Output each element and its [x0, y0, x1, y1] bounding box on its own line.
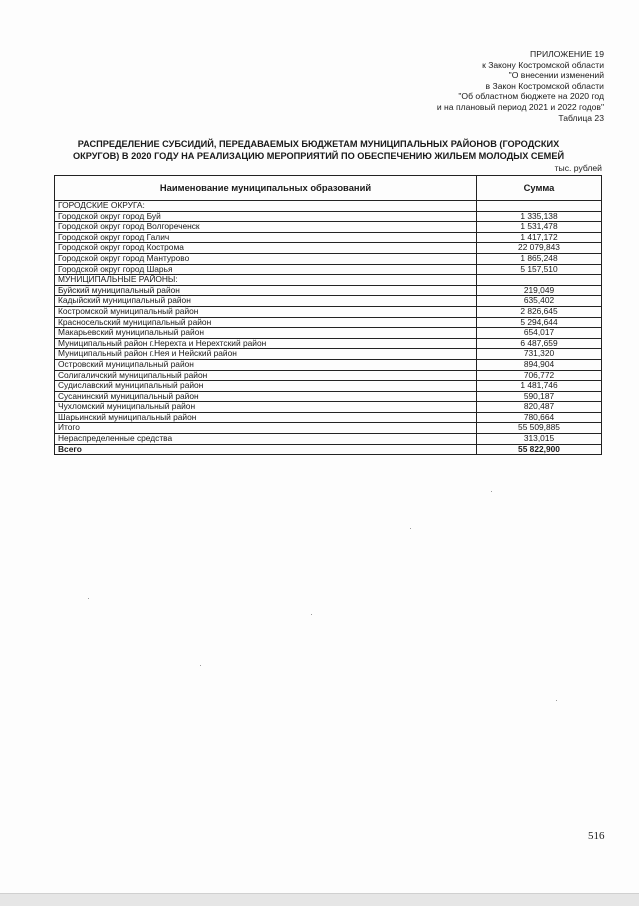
column-header-name: Наименование муниципальных образований: [55, 176, 477, 201]
row-name-cell: Нераспределенные средства: [55, 434, 477, 445]
appendix-header: [344, 49, 604, 123]
row-sum-cell: 894,904: [477, 359, 602, 370]
row-sum-cell: 2 826,645: [477, 306, 602, 317]
row-name-cell: МУНИЦИПАЛЬНЫЕ РАЙОНЫ:: [55, 275, 477, 286]
table-row: [55, 285, 602, 296]
table-row: [55, 338, 602, 349]
table-row: [55, 296, 602, 307]
row-name-cell: Муниципальный район г.Нея и Нейский район: [55, 349, 477, 360]
table-row: [55, 359, 602, 370]
scan-speck: [311, 614, 312, 615]
table-row: [55, 253, 602, 264]
row-name-cell: Буйский муниципальный район: [55, 285, 477, 296]
appendix-header-line: ПРИЛОЖЕНИЕ 19: [530, 49, 604, 59]
row-name-cell: Городской округ город Мантурово: [55, 253, 477, 264]
row-name-cell: Городской округ город Буй: [55, 211, 477, 222]
scan-speck: [410, 528, 411, 529]
table-row: [55, 370, 602, 381]
appendix-header-line: "О внесении изменений: [508, 70, 604, 81]
table-row: [55, 412, 602, 423]
subsidy-table: [54, 175, 602, 455]
appendix-header-line: "Об областном бюджете на 2020 год: [458, 91, 604, 102]
row-name-cell: Красносельский муниципальный район: [55, 317, 477, 328]
row-sum-cell: 654,017: [477, 328, 602, 339]
appendix-header-line: к Закону Костромской области: [482, 59, 604, 70]
row-sum-cell: [477, 275, 602, 286]
units-label: тыс. рублей: [554, 163, 602, 173]
row-name-cell: Итого: [55, 423, 477, 434]
row-sum-cell: 313,015: [477, 434, 602, 445]
row-name-cell: Городской округ город Кострома: [55, 243, 477, 254]
table-row: [55, 317, 602, 328]
row-sum-cell: 706,772: [477, 370, 602, 381]
appendix-header-line: и на плановый период 2021 и 2022 годов": [436, 101, 604, 112]
document-title-line: ОКРУГОВ) В 2020 ГОДУ НА РЕАЛИЗАЦИЮ МЕРОПРИЯТИЙ ПО ОБЕСПЕЧЕНИЮ ЖИЛЬЕМ МОЛОДЫХ СЕМЕЙ: [72, 150, 565, 161]
row-sum-cell: 590,187: [477, 391, 602, 402]
row-sum-cell: 1 865,248: [477, 253, 602, 264]
row-sum-cell: 6 487,659: [477, 338, 602, 349]
row-sum-cell: 55 509,885: [477, 423, 602, 434]
table-header-row: [55, 176, 602, 201]
row-sum-cell: 5 294,644: [477, 317, 602, 328]
page-number: 516: [588, 830, 605, 842]
table-row: [55, 306, 602, 317]
row-name-cell: Городской округ город Галич: [55, 232, 477, 243]
document-title-line: РАСПРЕДЕЛЕНИЕ СУБСИДИЙ, ПЕРЕДАВАЕМЫХ БЮДЖЕТАМ МУНИЦИПАЛЬНЫХ РАЙОНОВ (ГОРОДСКИХ: [77, 139, 560, 149]
table-body: [55, 201, 602, 455]
row-sum-cell: 5 157,510: [477, 264, 602, 275]
table-row: [55, 381, 602, 392]
row-sum-cell: 780,664: [477, 412, 602, 423]
row-name-cell: Костромской муниципальный район: [55, 306, 477, 317]
column-header-sum: Сумма: [477, 176, 602, 201]
scan-edge-strip: [0, 893, 639, 906]
row-name-cell: Судиславский муниципальный район: [55, 381, 477, 392]
row-sum-cell: 1 417,172: [477, 232, 602, 243]
table-row: [55, 434, 602, 445]
row-name-cell: Островский муниципальный район: [55, 359, 477, 370]
scan-speck: [491, 491, 492, 492]
row-name-cell: Городской округ город Волгореченск: [55, 222, 477, 233]
row-sum-cell: 635,402: [477, 296, 602, 307]
row-name-cell: ГОРОДСКИЕ ОКРУГА:: [55, 201, 477, 212]
table-row: [55, 211, 602, 222]
document-title: [42, 139, 595, 162]
row-sum-cell: 731,320: [477, 349, 602, 360]
table-row: [55, 201, 602, 212]
table-number: Таблица 23: [558, 112, 604, 123]
row-sum-cell: 1 531,478: [477, 222, 602, 233]
row-sum-cell: 55 822,900: [477, 444, 602, 455]
row-sum-cell: 22 079,843: [477, 243, 602, 254]
table-row: [55, 402, 602, 413]
scan-speck: [88, 598, 89, 599]
table-row: [55, 349, 602, 360]
table-row: [55, 222, 602, 233]
row-sum-cell: 219,049: [477, 285, 602, 296]
table-row: [55, 275, 602, 286]
row-name-cell: Кадыйский муниципальный район: [55, 296, 477, 307]
scan-speck: [200, 665, 201, 666]
row-name-cell: Макарьевский муниципальный район: [55, 328, 477, 339]
table-row: [55, 243, 602, 254]
row-sum-cell: 1 481,746: [477, 381, 602, 392]
appendix-header-line: в Закон Костромской области: [485, 80, 604, 91]
table-row: [55, 444, 602, 455]
row-name-cell: Всего: [55, 444, 477, 455]
row-sum-cell: [477, 201, 602, 212]
table-row: [55, 423, 602, 434]
table-row: [55, 391, 602, 402]
row-name-cell: Сусанинский муниципальный район: [55, 391, 477, 402]
row-name-cell: Шарьинский муниципальный район: [55, 412, 477, 423]
row-sum-cell: 1 335,138: [477, 211, 602, 222]
scan-speck: [556, 700, 557, 701]
row-name-cell: Муниципальный район г.Нерехта и Нерехтский район: [55, 338, 477, 349]
row-name-cell: Солигаличский муниципальный район: [55, 370, 477, 381]
row-name-cell: Городской округ город Шарья: [55, 264, 477, 275]
row-sum-cell: 820,487: [477, 402, 602, 413]
table-row: [55, 328, 602, 339]
table-row: [55, 232, 602, 243]
row-name-cell: Чухломский муниципальный район: [55, 402, 477, 413]
